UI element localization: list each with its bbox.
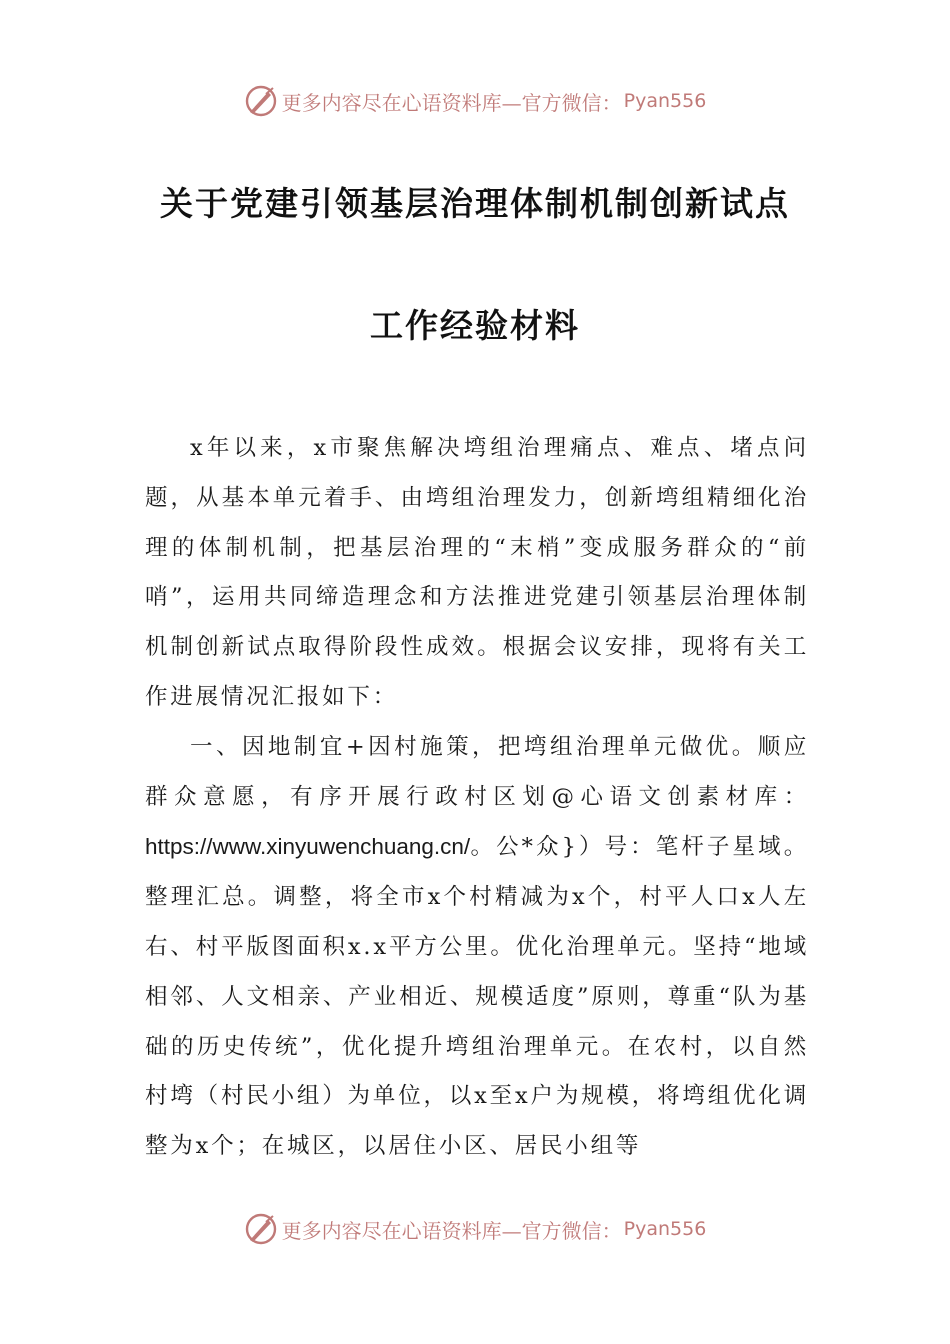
watermark-text: 更多内容尽在心语资料库—官方微信：	[281, 90, 622, 115]
document-title-line1: 关于党建引领基层治理体制机制创新试点	[160, 184, 790, 223]
pen-logo-icon	[244, 1212, 278, 1246]
paragraph-2	[145, 723, 809, 1172]
paragraph-2-head: 一、因地制宜+因村施策，把塆组治理单元做优。顺应群众意愿，有序开展行政村区划@心语文创素材库：	[145, 733, 809, 810]
watermark-handle: Pyan556	[623, 1218, 707, 1240]
watermark-handle: Pyan556	[623, 90, 707, 112]
paragraph-2-tail: 。公*众}）号：笔杆子星域。整理汇总。调整，将全市x个村精减为x个，村平人口x人左右、村平版图面积x.x平方公里。优化治理单元。坚持“地域相邻、人文相亲、产业相近、规模适度”原则，尊重“队为基础的历史传统”，优化提升塆组治理单元。在农村，以自然村塆（村民小组）为单位，以x至x户为规模，将塆组优化调整为x个；在城区，以居住小区、居民小组等	[145, 834, 809, 1160]
watermark-text: 更多内容尽在心语资料库—官方微信：	[281, 1218, 622, 1243]
paragraph-1: x年以来，x市聚焦解决塆组治理痛点、难点、堵点问题，从基本单元着手、由塆组治理发力，创新塆组精细化治理的体制机制，把基层治理的“末梢”变成服务群众的“前哨”，运用共同缔造理念和方法推进党建引领基层治理体制机制创新试点取得阶段性成效。根据会议安排，现将有关工作进展情况汇报如下：	[145, 435, 809, 710]
document-body	[145, 424, 809, 1172]
source-url: https://www.xinyuwenchuang.cn/	[145, 834, 471, 860]
watermark-banner-bottom	[0, 1212, 950, 1246]
watermark-banner-top	[0, 84, 950, 118]
document-title-line2: 工作经验材料	[370, 306, 580, 345]
pen-logo-icon	[244, 84, 278, 118]
